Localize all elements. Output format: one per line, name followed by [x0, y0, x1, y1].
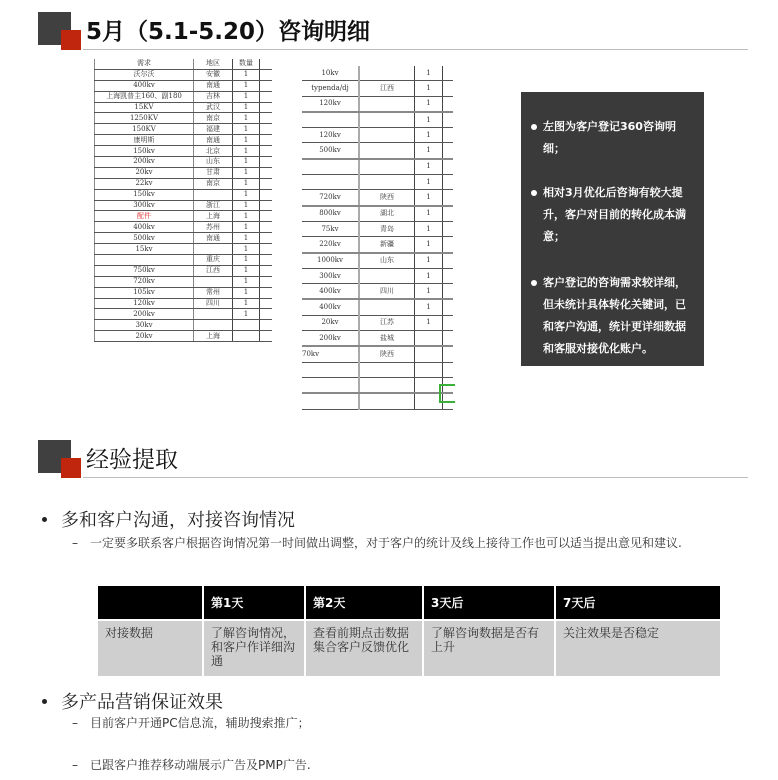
note-item [531, 272, 696, 360]
sheet-cell-need: 1250KV [95, 113, 194, 124]
sheet-cell [260, 124, 273, 135]
sheet-cell-qty [415, 362, 443, 377]
sheet-cell-qty: 1 [415, 237, 443, 253]
bullet-text: 多产品营销保证效果 [61, 692, 223, 713]
sheet-cell-qty: 1 [233, 276, 260, 287]
table-cell: 对接数据 [98, 620, 203, 676]
sheet-row [95, 287, 273, 298]
sheet-cell [443, 221, 454, 236]
sheet-cell-qty: 1 [233, 287, 260, 298]
sheet-cell-need: 上海凯普主160、副180 [95, 91, 194, 102]
sheet-row [302, 299, 453, 315]
sheet-cell-need: 20kv [95, 167, 194, 178]
sheet-cell-need [302, 393, 359, 409]
sheet-cell-qty [415, 331, 443, 347]
sheet-cell-region [359, 299, 415, 315]
sheet-cell-region [359, 128, 415, 143]
sheet-cell-need: 75kv [302, 221, 359, 236]
sheet-cell-need: 720kv [302, 190, 359, 206]
sheet-cell-qty: 1 [233, 189, 260, 200]
sheet-cell-need: 500kv [302, 143, 359, 159]
sheet-cell-region: 北京 [194, 146, 233, 157]
sheet-cell-need: 20kv [95, 331, 194, 342]
sheet-cell-qty: 1 [415, 143, 443, 159]
section-title: 5月（5.1-5.20）咨询明细 [86, 19, 371, 45]
sheet-cell-region [359, 362, 415, 377]
sub-bullet [72, 758, 572, 772]
sheet-row [95, 146, 273, 157]
sheet-cell-region [359, 377, 415, 393]
sheet-row [302, 112, 453, 128]
bullet-icon [531, 280, 537, 286]
sheet-row [302, 346, 453, 362]
sheet-cell-need: 120kv [95, 298, 194, 309]
sheet-cell-region [359, 96, 415, 112]
sheet-cell [443, 175, 454, 190]
sheet-row [95, 222, 273, 233]
sheet-cell-qty [233, 320, 260, 331]
sheet-cell [443, 112, 454, 128]
sheet-cell [443, 284, 454, 300]
sheet-cell-qty: 1 [233, 135, 260, 146]
sheet-row [95, 189, 273, 200]
sheet-cell [443, 362, 454, 377]
bullet-communicate [42, 506, 295, 532]
sheet-cell-need: 20kv [302, 315, 359, 330]
sheet-row [302, 362, 453, 377]
sheet-cell [443, 159, 454, 175]
note-text: 相对3月优化后咨询有较大提升，客户对目前的转化成本满意； [543, 186, 686, 243]
sheet-cell [260, 59, 273, 69]
sheet-cell [260, 233, 273, 244]
sheet-cell-need: 沃尔沃 [95, 69, 194, 80]
sheet-cell-need: 150kv [95, 146, 194, 157]
sheet-cell-qty [233, 331, 260, 342]
sheet-cell-need: 200kv [95, 309, 194, 320]
sheet-cell-region: 南京 [194, 113, 233, 124]
sheet-cell-qty: 1 [233, 265, 260, 276]
sheet-cell [260, 178, 273, 189]
sheet-cell-region: 甘肃 [194, 167, 233, 178]
sheet-row [95, 265, 273, 276]
sheet-cell [443, 268, 454, 283]
table-cell: 查看前期点击数据集合客户反馈优化 [305, 620, 423, 676]
sheet-row [95, 167, 273, 178]
table-header-cell: 3天后 [423, 586, 555, 620]
sheet-header-cell: 需求 [95, 59, 194, 69]
table-header-cell: 7天后 [555, 586, 720, 620]
sheet-cell-region: 江西 [194, 265, 233, 276]
sheet-cell-region: 上海 [194, 331, 233, 342]
sheet-cell-need: 10kv [302, 66, 359, 81]
sheet-row [95, 200, 273, 211]
sheet-cell-qty: 1 [233, 146, 260, 157]
bullet-text: 多和客户沟通，对接咨询情况 [61, 510, 295, 531]
note-text: 左图为客户登记360咨询明细； [543, 120, 676, 155]
sheet-cell-qty: 1 [233, 113, 260, 124]
header-divider [83, 477, 748, 478]
sheet-row [95, 102, 273, 113]
sheet-cell-qty: 1 [233, 178, 260, 189]
sheet-row [95, 113, 273, 124]
sheet-row [302, 175, 453, 190]
sheet-cell-qty: 1 [415, 128, 443, 143]
sheet-cell [260, 80, 273, 91]
sheet-cell [443, 346, 454, 362]
header-decor-red-square [61, 458, 81, 478]
sheet-row [302, 393, 453, 409]
sheet-cell-need [95, 255, 194, 266]
sheet-cell-need: 70kv [302, 346, 359, 362]
sheet-cell [260, 135, 273, 146]
table-cell: 关注效果是否稳定 [555, 620, 720, 676]
sheet-row [95, 211, 273, 222]
sheet-cell [260, 265, 273, 276]
sheet-cell-qty: 1 [233, 200, 260, 211]
sheet-cell-region: 常州 [194, 287, 233, 298]
sheet-cell-region: 陕西 [359, 190, 415, 206]
sheet-cell-region: 江西 [359, 81, 415, 96]
sheet-cell-need: 120kv [302, 96, 359, 112]
sheet-cell-need [302, 159, 359, 175]
sheet-cell-need: 22kv [95, 178, 194, 189]
bullet-icon [42, 699, 47, 704]
sheet-row [95, 135, 273, 146]
sheet-cell-qty [415, 346, 443, 362]
note-item [531, 182, 696, 248]
sheet-cell-region: 南通 [194, 80, 233, 91]
sheet-row [95, 233, 273, 244]
table-cell: 了解咨询数据是否有上升 [423, 620, 555, 676]
sheet-row [95, 157, 273, 168]
sheet-row [95, 124, 273, 135]
sheet-cell-need: 120kv [302, 128, 359, 143]
table-header-cell: 第2天 [305, 586, 423, 620]
sheet-cell [443, 128, 454, 143]
sheet-row [302, 377, 453, 393]
sheet-cell-region [194, 244, 233, 255]
sheet-cell-need [302, 112, 359, 128]
sheet-cell-need: 300kv [302, 268, 359, 283]
dash-icon: – [72, 758, 78, 772]
sheet-cell [443, 315, 454, 330]
sheet-row [95, 298, 273, 309]
sheet-cell [443, 143, 454, 159]
sheet-header-cell: 数量 [233, 59, 260, 69]
sheet-cell [260, 222, 273, 233]
sheet-cell-qty: 1 [233, 102, 260, 113]
sheet-cell-qty: 1 [233, 298, 260, 309]
sheet-cell [260, 69, 273, 80]
sheet-cell-region: 南京 [194, 178, 233, 189]
sheet-cell-region: 吉林 [194, 91, 233, 102]
sheet-cell-region: 江苏 [359, 315, 415, 330]
sheet-cell [443, 253, 454, 269]
sheet-cell [260, 276, 273, 287]
sheet-cell-qty: 1 [233, 233, 260, 244]
sheet-row [302, 253, 453, 269]
sheet-row [302, 237, 453, 253]
sheet-row [95, 320, 273, 331]
sheet-cell [260, 167, 273, 178]
sheet-cell-need: 15kv [95, 244, 194, 255]
header-decor-red-square [61, 30, 81, 50]
sheet-header-row [95, 59, 273, 69]
sheet-cell-need: typenda/dj [302, 81, 359, 96]
sheet-cell-region [359, 268, 415, 283]
sheet-cell-qty: 1 [233, 167, 260, 178]
sheet-cell-region: 南通 [194, 233, 233, 244]
sheet-cell-qty: 1 [415, 221, 443, 236]
sheet-cell-region: 盐城 [359, 331, 415, 347]
sheet-cell [443, 81, 454, 96]
sheet-cell-need: 750kv [95, 265, 194, 276]
sheet-cell [260, 91, 273, 102]
sheet-cell-qty: 1 [233, 157, 260, 168]
followup-plan-table [98, 586, 720, 676]
sheet-cell-qty: 1 [233, 309, 260, 320]
bullet-multi-product [42, 688, 223, 714]
sheet-cell-qty: 1 [233, 244, 260, 255]
sheet-cell [260, 244, 273, 255]
sheet-cell-region [359, 143, 415, 159]
sheet-cell-region [194, 276, 233, 287]
sub-bullet [72, 716, 572, 730]
sheet-cell-need: 150KV [95, 124, 194, 135]
sheet-cell-region: 青岛 [359, 221, 415, 236]
sheet-row [95, 244, 273, 255]
sheet-row [302, 315, 453, 330]
sheet-cell-need: 150kv [95, 189, 194, 200]
sheet-cell [260, 113, 273, 124]
sheet-row [302, 96, 453, 112]
bullet-icon [531, 124, 537, 130]
sheet-cell-region: 重庆 [194, 255, 233, 266]
sheet-header-cell: 地区 [194, 59, 233, 69]
sheet-row [302, 143, 453, 159]
sheet-cell [443, 331, 454, 347]
sheet-cell [260, 287, 273, 298]
sheet-cell [443, 96, 454, 112]
sheet-row [302, 284, 453, 300]
sub-bullet-text: 已跟客户推荐移动端展示广告及PMP广告. [90, 758, 311, 772]
sheet-cell-need: 200kv [302, 331, 359, 347]
sheet-cell-need: 400kv [302, 299, 359, 315]
table-header-row [98, 586, 720, 620]
sheet-cell-qty: 1 [415, 190, 443, 206]
sheet-cell-qty: 1 [415, 66, 443, 81]
sheet-row [302, 66, 453, 81]
table-row [98, 620, 720, 676]
sheet-cell [260, 189, 273, 200]
sheet-row [302, 331, 453, 347]
sheet-cell-need: 1000kv [302, 253, 359, 269]
bullet-icon [42, 517, 47, 522]
sheet-cell-region: 山东 [194, 157, 233, 168]
summary-note-box [521, 92, 704, 366]
sheet-cell [260, 309, 273, 320]
sheet-cell-qty: 1 [415, 315, 443, 330]
sheet-row [302, 128, 453, 143]
sheet-cell-need: 800kv [302, 206, 359, 222]
sheet-row [95, 331, 273, 342]
sheet-cell [443, 237, 454, 253]
sheet-row [95, 276, 273, 287]
sheet-cell-qty: 1 [233, 80, 260, 91]
sheet-cell-region [359, 112, 415, 128]
sheet-cell-qty: 1 [233, 69, 260, 80]
sheet-cell-need: 200kv [95, 157, 194, 168]
sheet-row [302, 190, 453, 206]
sheet-cell-region: 苏州 [194, 222, 233, 233]
sheet-cell-qty: 1 [415, 268, 443, 283]
table-header-cell: 第1天 [203, 586, 305, 620]
sheet-cell [260, 255, 273, 266]
section-header-experience [38, 440, 748, 480]
sheet-cell-qty: 1 [415, 81, 443, 96]
sheet-row [302, 81, 453, 96]
sheet-cell-region [194, 309, 233, 320]
sheet-cell-qty: 1 [233, 211, 260, 222]
sheet-row [95, 309, 273, 320]
sheet-cell-region [359, 66, 415, 81]
consult-sheet-left [94, 59, 272, 342]
sheet-cell-region: 陕西 [359, 346, 415, 362]
dash-icon: – [72, 536, 78, 550]
sheet-row [302, 206, 453, 222]
sheet-cell-region: 四川 [194, 298, 233, 309]
sheet-cell-need: 400kv [95, 80, 194, 91]
sheet-cell [443, 206, 454, 222]
sheet-cell-need: 400kv [302, 284, 359, 300]
sheet-row [302, 268, 453, 283]
sub-bullet-text: 目前客户开通PC信息流，辅助搜索推广； [90, 716, 310, 730]
sheet-cell-need: 康明斯 [95, 135, 194, 146]
sheet-row [95, 178, 273, 189]
sheet-cell-need: 配件 [95, 211, 194, 222]
sheet-cell-region [194, 189, 233, 200]
note-item [531, 116, 696, 160]
note-text: 客户登记的咨询需求较详细，但未统计具体转化关键词，已和客户沟通，统计更详细数据和客服对接优化账户。 [543, 276, 686, 355]
header-divider [83, 49, 748, 50]
sheet-cell-need [302, 175, 359, 190]
sheet-cell-need: 400kv [95, 222, 194, 233]
sheet-cell-qty: 1 [233, 91, 260, 102]
sheet-row [95, 255, 273, 266]
sheet-cell-need: 15KV [95, 102, 194, 113]
sheet-cell-need: 300kv [95, 200, 194, 211]
sheet-cell-qty: 1 [415, 253, 443, 269]
dash-icon: – [72, 716, 78, 730]
sheet-cell-region: 新疆 [359, 237, 415, 253]
sheet-cell-region: 武汉 [194, 102, 233, 113]
sheet-cell [260, 211, 273, 222]
sheet-cell-region: 山东 [359, 253, 415, 269]
sheet-cell-qty: 1 [415, 206, 443, 222]
section-title: 经验提取 [86, 447, 178, 473]
sheet-cell [260, 298, 273, 309]
sheet-cell-region: 福建 [194, 124, 233, 135]
sheet-cell-region: 安徽 [194, 69, 233, 80]
table-header-cell [98, 586, 203, 620]
sheet-cell-qty: 1 [233, 124, 260, 135]
bullet-icon [531, 190, 537, 196]
sheet-cell [260, 157, 273, 168]
sheet-cell-qty: 1 [233, 255, 260, 266]
sheet-cell-need: 105kv [95, 287, 194, 298]
sheet-cell-region: 湖北 [359, 206, 415, 222]
sheet-cell-need: 500kv [95, 233, 194, 244]
sheet-cell-qty: 1 [415, 284, 443, 300]
sheet-cell-need [302, 362, 359, 377]
sheet-cell-need: 220kv [302, 237, 359, 253]
sheet-cell [260, 146, 273, 157]
consult-sheet-right [302, 66, 453, 410]
sheet-cell [260, 331, 273, 342]
sheet-cell-region [359, 175, 415, 190]
sheet-row [302, 221, 453, 236]
sheet-row [95, 91, 273, 102]
sheet-cell-region [359, 393, 415, 409]
sheet-cell-qty: 1 [233, 222, 260, 233]
sheet-cell-region: 四川 [359, 284, 415, 300]
table-cell: 了解咨询情况，和客户作详细沟通 [203, 620, 305, 676]
sheet-cell-region [359, 159, 415, 175]
sheet-cell-region: 南通 [194, 135, 233, 146]
sheet-row [95, 80, 273, 91]
sheet-cell-region: 上海 [194, 211, 233, 222]
sheet-row [302, 159, 453, 175]
sheet-cell-qty: 1 [415, 299, 443, 315]
sheet-cell-qty: 1 [415, 96, 443, 112]
sheet-cell-need [302, 377, 359, 393]
sheet-cell-qty: 1 [415, 112, 443, 128]
section-header-consult-detail [38, 12, 748, 52]
sheet-cell [260, 102, 273, 113]
sheet-cell [260, 320, 273, 331]
sheet-cell [443, 66, 454, 81]
sheet-cell-need: 30kv [95, 320, 194, 331]
sheet-cell [443, 190, 454, 206]
sub-bullet [72, 536, 732, 550]
sheet-cell [443, 299, 454, 315]
selected-cell-indicator [439, 384, 455, 403]
sheet-cell-region [194, 320, 233, 331]
sub-bullet-text: 一定要多联系客户根据咨询情况第一时间做出调整，对于客户的统计及线上接待工作也可以适当提出意见和建议. [90, 536, 682, 550]
sheet-cell-need: 720kv [95, 276, 194, 287]
sheet-cell-qty: 1 [415, 159, 443, 175]
sheet-cell-region: 浙江 [194, 200, 233, 211]
sheet-cell-qty: 1 [415, 175, 443, 190]
sheet-row [95, 69, 273, 80]
sheet-cell [260, 200, 273, 211]
